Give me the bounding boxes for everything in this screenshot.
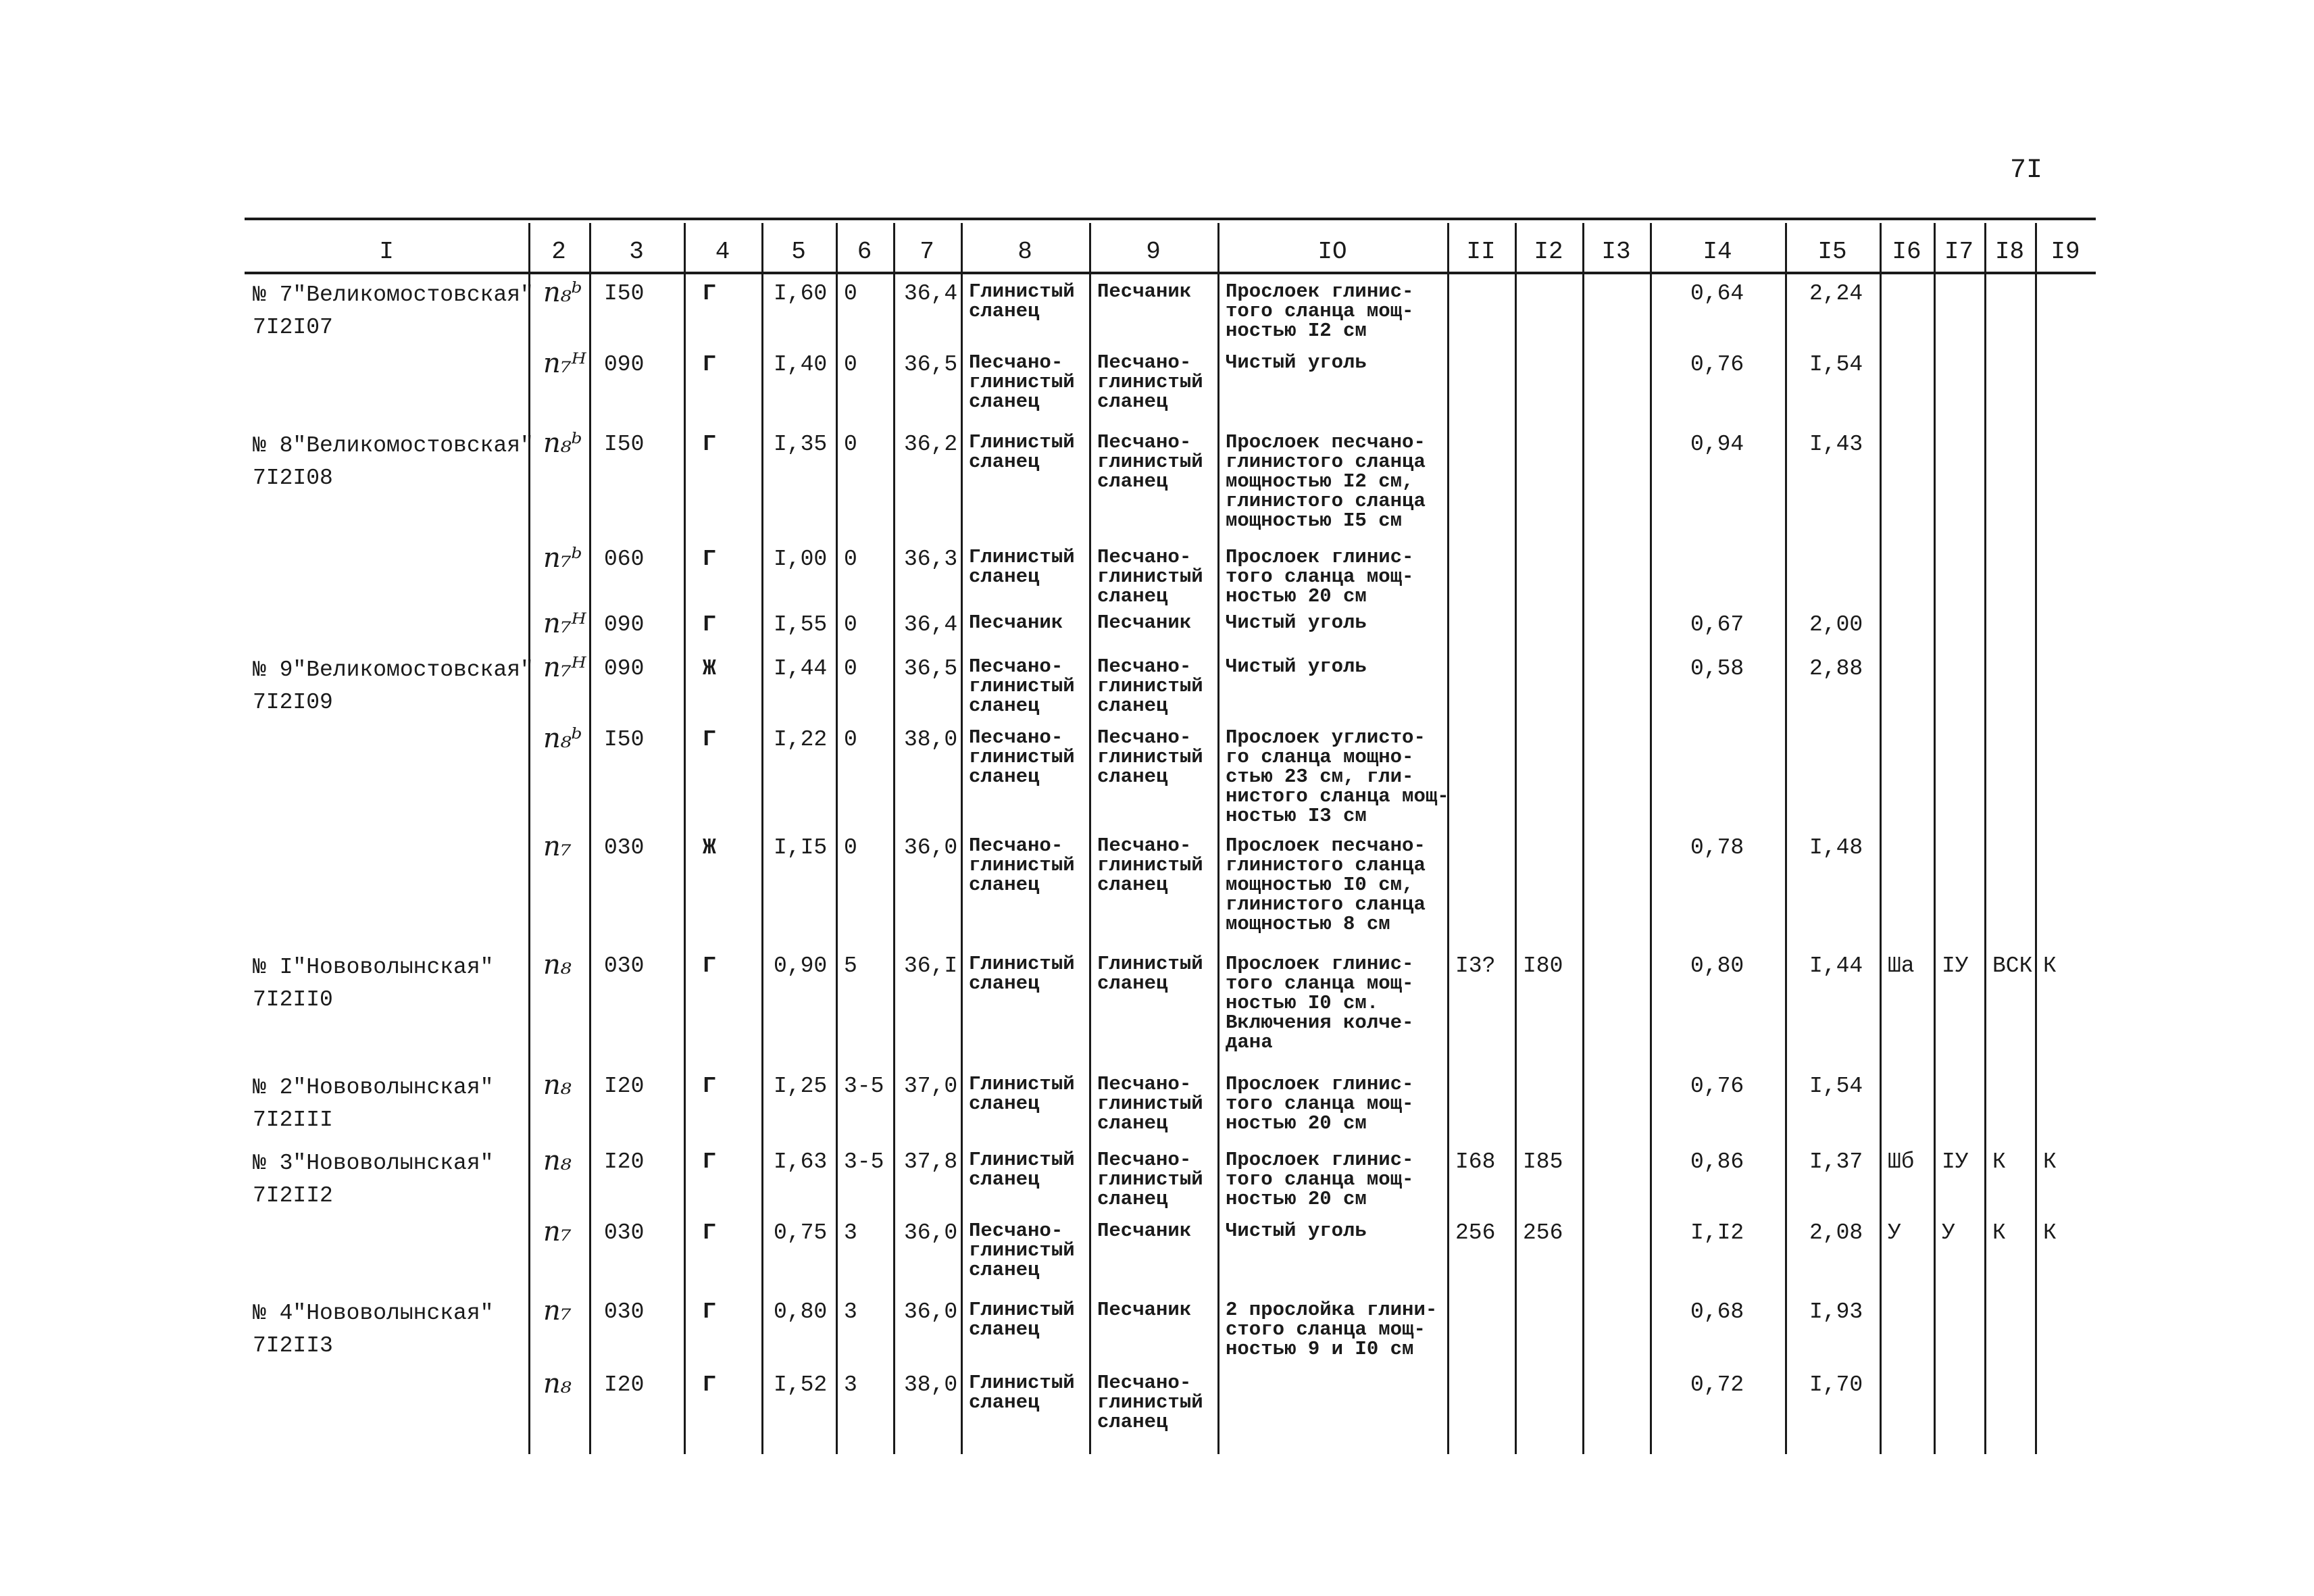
table-cell: I68 xyxy=(1455,1149,1496,1174)
table-cell: 36,2 xyxy=(904,432,958,457)
table-cell: К xyxy=(1992,1149,2006,1174)
table-cell: № 7"Великомостовская" 7I2I07 xyxy=(253,282,534,340)
table-cell: Глинистый сланец xyxy=(1097,953,1203,995)
column-header: I3 xyxy=(1601,238,1631,266)
table-cell: 38,0 xyxy=(904,1372,958,1397)
table-cell: Прослоек углисто- го сланца мощно- стью 23 см, гли- нистого сланца мощ- ностью I3 см xyxy=(1226,726,1449,827)
table-cell: 37,8 xyxy=(904,1149,958,1174)
table-cell: 0,80 xyxy=(1690,953,1744,978)
table-cell: № 9"Великомостовская" 7I2I09 xyxy=(253,657,534,715)
table-cell: 3-5 xyxy=(844,1074,884,1099)
column-header: I7 xyxy=(1944,238,1974,266)
column-header: 5 xyxy=(791,238,806,266)
column-rule xyxy=(961,223,963,1454)
table-cell: Песчано- глинистый сланец xyxy=(1097,655,1203,717)
table-cell: Песчаник xyxy=(1097,1220,1192,1242)
column-rule xyxy=(2035,223,2037,1454)
table-cell: n₈ xyxy=(543,1368,572,1399)
table-cell: 0,80 xyxy=(774,1299,828,1324)
table-cell: 060 xyxy=(604,547,645,572)
table-cell: 090 xyxy=(604,352,645,377)
table-cell: 36,0 xyxy=(904,1220,958,1245)
table-cell: Ша xyxy=(1888,953,1915,978)
table-cell: 36,3 xyxy=(904,547,958,572)
table-cell: 0 xyxy=(844,612,857,637)
column-header: I4 xyxy=(1703,238,1732,266)
table-cell: I,52 xyxy=(774,1372,828,1397)
table-cell: № I"Нововолынская" 7I2II0 xyxy=(253,955,494,1012)
column-rule xyxy=(1447,223,1449,1454)
table-cell: Г xyxy=(703,432,716,457)
table-cell: I80 xyxy=(1523,953,1563,978)
column-header: 7 xyxy=(920,238,934,266)
table-cell: I,35 xyxy=(774,432,828,457)
table-cell: Песчано- глинистый сланец xyxy=(969,655,1075,717)
table-cell: 2,88 xyxy=(1809,656,1863,681)
table-cell: Ж xyxy=(703,656,716,681)
table-cell: I50 xyxy=(604,281,645,306)
table-cell: Чистый уголь xyxy=(1226,612,1367,634)
table-cell: Г xyxy=(703,612,716,637)
table-cell: I,00 xyxy=(774,547,828,572)
column-header: I8 xyxy=(1994,238,2025,266)
table-cell: I,48 xyxy=(1809,835,1863,860)
table-cell: 36,I xyxy=(904,953,958,978)
column-rule xyxy=(761,223,763,1454)
table-cell: 0,68 xyxy=(1690,1299,1744,1324)
table-cell: 030 xyxy=(604,835,645,860)
table-cell: Прослоек глинис- того сланца мощ- ностью 20 см xyxy=(1226,1149,1414,1210)
table-cell: n₈ xyxy=(543,949,572,980)
column-header: I6 xyxy=(1892,238,1921,266)
table-cell: I,43 xyxy=(1809,432,1863,457)
column-rule xyxy=(836,223,838,1454)
table-cell: № 8"Великомостовская" 7I2I08 xyxy=(253,433,534,491)
column-rule xyxy=(528,223,530,1454)
table-cell: 0 xyxy=(844,727,857,752)
column-header: I5 xyxy=(1817,238,1847,266)
table-cell: I85 xyxy=(1523,1149,1563,1174)
column-rule xyxy=(1880,223,1882,1454)
table-cell: Г xyxy=(703,1149,716,1174)
table-cell: Г xyxy=(703,1074,716,1099)
table-cell: 38,0 xyxy=(904,727,958,752)
table-cell: I,63 xyxy=(774,1149,828,1174)
table-cell: 36,4 xyxy=(904,281,958,306)
table-cell: Чистый уголь xyxy=(1226,655,1367,678)
table-cell: К xyxy=(2043,1220,2057,1245)
table-cell: 0,58 xyxy=(1690,656,1744,681)
table-cell: I20 xyxy=(604,1074,645,1099)
table-cell: Прослоек глинис- того сланца мощ- ностью I2 см xyxy=(1226,280,1414,342)
table-cell: I20 xyxy=(604,1372,645,1397)
column-rule xyxy=(1515,223,1517,1454)
header-top-rule xyxy=(245,218,2096,220)
table-cell: Глинистый сланец xyxy=(969,1372,1075,1414)
table-cell: Прослоек глинис- того сланца мощ- ностью 20 см xyxy=(1226,1073,1414,1134)
table-cell: 0,76 xyxy=(1690,352,1744,377)
table-cell: У xyxy=(1942,1220,1955,1245)
header-bottom-rule xyxy=(245,272,2096,274)
table-cell: 0,76 xyxy=(1690,1074,1744,1099)
table-cell: Шб xyxy=(1888,1149,1915,1174)
table-cell: n₇ᴴ xyxy=(543,348,586,379)
table-cell: № 2"Нововолынская" 7I2III xyxy=(253,1075,494,1132)
table-cell: Глинистый сланец xyxy=(969,280,1075,322)
table-cell: ВСК xyxy=(1992,953,2033,978)
column-rule xyxy=(1089,223,1091,1454)
table-cell: Глинистый сланец xyxy=(969,1299,1075,1341)
column-rule xyxy=(1984,223,1986,1454)
table-cell: 256 xyxy=(1523,1220,1563,1245)
table-cell: № 3"Нововолынская" 7I2II2 xyxy=(253,1151,494,1208)
table-cell: Г xyxy=(703,1299,716,1324)
column-header: 9 xyxy=(1146,238,1161,266)
table-cell: n₈ xyxy=(543,1070,572,1101)
table-cell: Глинистый сланец xyxy=(969,953,1075,995)
table-cell: I,60 xyxy=(774,281,828,306)
table-cell: Песчано- глинистый сланец xyxy=(1097,726,1203,788)
table-cell: Песчано- глинистый сланец xyxy=(969,351,1075,413)
table-cell: 0,67 xyxy=(1690,612,1744,637)
table-cell: n₈ xyxy=(543,1145,572,1176)
table-cell: Глинистый сланец xyxy=(969,1073,1075,1115)
table-cell: 0,86 xyxy=(1690,1149,1744,1174)
table-cell: Песчано- глинистый сланец xyxy=(1097,1073,1203,1134)
table-cell: Песчано- глинистый сланец xyxy=(969,834,1075,896)
column-rule xyxy=(1650,223,1652,1454)
table-cell: n₈ᵇ xyxy=(543,428,582,459)
column-rule xyxy=(1934,223,1936,1454)
table-cell: К xyxy=(1992,1220,2006,1245)
table-cell: 3-5 xyxy=(844,1149,884,1174)
column-header: 8 xyxy=(1017,238,1032,266)
table-cell: n₈ᵇ xyxy=(543,723,582,754)
table-cell: IУ xyxy=(1942,1149,1969,1174)
table-cell: n₇ᵇ xyxy=(543,543,582,574)
table-cell: Песчано- глинистый сланец xyxy=(1097,834,1203,896)
table-cell: I,70 xyxy=(1809,1372,1863,1397)
table-cell: I,37 xyxy=(1809,1149,1863,1174)
table-cell: Песчаник xyxy=(1097,280,1192,303)
table-cell: Прослоек песчано- глинистого сланца мощностью I0 см, глинистого сланца мощностью 8 см xyxy=(1226,834,1426,935)
table-cell: 36,5 xyxy=(904,656,958,681)
table-cell: Песчано- глинистый сланец xyxy=(1097,351,1203,413)
table-cell: I,I2 xyxy=(1690,1220,1744,1245)
column-header: I xyxy=(379,238,394,266)
table-cell: 0,64 xyxy=(1690,281,1744,306)
column-header: 6 xyxy=(857,238,872,266)
table-cell: 2,00 xyxy=(1809,612,1863,637)
table-cell: Песчано- глинистый сланец xyxy=(1097,431,1203,493)
table-cell: 0 xyxy=(844,835,857,860)
table-cell: I3? xyxy=(1455,953,1496,978)
table-cell: 0,72 xyxy=(1690,1372,1744,1397)
table-cell: I,54 xyxy=(1809,1074,1863,1099)
table-cell: Г xyxy=(703,1220,716,1245)
column-header: IO xyxy=(1317,238,1347,266)
table-cell: 030 xyxy=(604,1299,645,1324)
table-cell: Г xyxy=(703,281,716,306)
table-cell: 0 xyxy=(844,656,857,681)
column-header: 2 xyxy=(551,238,566,266)
table-cell: К xyxy=(2043,1149,2057,1174)
table-cell: К xyxy=(2043,953,2057,978)
table-cell: 090 xyxy=(604,656,645,681)
table-cell: Чистый уголь xyxy=(1226,351,1367,374)
table-cell: Песчано- глинистый сланец xyxy=(1097,1149,1203,1210)
column-header: 4 xyxy=(715,238,730,266)
table-cell: Г xyxy=(703,547,716,572)
column-header: I9 xyxy=(2051,238,2080,266)
table-cell: I,I5 xyxy=(774,835,828,860)
table-cell: n₇ xyxy=(543,831,572,862)
table-cell: Песчано- глинистый сланец xyxy=(969,1220,1075,1281)
column-header: 3 xyxy=(629,238,644,266)
table-cell: 0 xyxy=(844,281,857,306)
table-cell: 3 xyxy=(844,1299,857,1324)
table-cell: Прослоек глинис- того сланца мощ- ностью 20 см xyxy=(1226,546,1414,607)
table-cell: Г xyxy=(703,953,716,978)
table-cell: I,40 xyxy=(774,352,828,377)
table-cell: n₇ xyxy=(543,1216,572,1247)
table-cell: Песчано- глинистый сланец xyxy=(1097,1372,1203,1433)
table-cell: 0,75 xyxy=(774,1220,828,1245)
table-cell: 36,5 xyxy=(904,352,958,377)
table-cell: 3 xyxy=(844,1372,857,1397)
table-cell: I,22 xyxy=(774,727,828,752)
table-cell: 030 xyxy=(604,1220,645,1245)
table-cell: 0 xyxy=(844,547,857,572)
table-cell: 0 xyxy=(844,432,857,457)
column-rule xyxy=(1785,223,1787,1454)
table-cell: Чистый уголь xyxy=(1226,1220,1367,1242)
column-rule xyxy=(589,223,591,1454)
table-cell: I,44 xyxy=(1809,953,1863,978)
table-cell: n₈ᵇ xyxy=(543,277,582,308)
table-cell: 36,0 xyxy=(904,1299,958,1324)
table-cell: 36,0 xyxy=(904,835,958,860)
column-rule xyxy=(1217,223,1219,1454)
column-rule xyxy=(684,223,686,1454)
table-cell: 3 xyxy=(844,1220,857,1245)
table-cell: 2,08 xyxy=(1809,1220,1863,1245)
table-cell: 256 xyxy=(1455,1220,1496,1245)
table-cell: I,44 xyxy=(774,656,828,681)
table-cell: Песчаник xyxy=(1097,1299,1192,1321)
column-rule xyxy=(893,223,895,1454)
table-cell: Г xyxy=(703,352,716,377)
table-cell: 0,90 xyxy=(774,953,828,978)
table-cell: IУ xyxy=(1942,953,1969,978)
table-cell: 0,78 xyxy=(1690,835,1744,860)
table-cell: I50 xyxy=(604,727,645,752)
table-cell: 5 xyxy=(844,953,857,978)
table-cell: 36,4 xyxy=(904,612,958,637)
column-rule xyxy=(1582,223,1584,1454)
table-cell: 0,94 xyxy=(1690,432,1744,457)
column-header: I2 xyxy=(1534,238,1563,266)
table-cell: n₇ xyxy=(543,1295,572,1326)
table-cell: I50 xyxy=(604,432,645,457)
table-cell: Глинистый сланец xyxy=(969,1149,1075,1191)
table-cell: Глинистый сланец xyxy=(969,431,1075,473)
table-cell: Прослоек песчано- глинистого сланца мощностью I2 см, глинистого сланца мощностью I5 см xyxy=(1226,431,1426,532)
table-cell: Г xyxy=(703,1372,716,1397)
table-cell: 0 xyxy=(844,352,857,377)
table-cell: Прослоек глинис- того сланца мощ- ностью I0 см. Включения колче- дана xyxy=(1226,953,1414,1053)
table-cell: 2 прослойка глини- стого сланца мощ- ностью 9 и I0 см xyxy=(1226,1299,1438,1360)
table-cell: У xyxy=(1888,1220,1901,1245)
table-cell: n₇ᴴ xyxy=(543,652,586,683)
table-cell: I,25 xyxy=(774,1074,828,1099)
data-table xyxy=(245,218,2096,1454)
table-cell: 090 xyxy=(604,612,645,637)
column-header: II xyxy=(1466,238,1496,266)
table-cell: Песчаник xyxy=(1097,612,1192,634)
table-cell: I,55 xyxy=(774,612,828,637)
table-cell: 2,24 xyxy=(1809,281,1863,306)
table-cell: I,93 xyxy=(1809,1299,1863,1324)
table-cell: Ж xyxy=(703,835,716,860)
table-cell: 030 xyxy=(604,953,645,978)
table-cell: Г xyxy=(703,727,716,752)
table-cell: I20 xyxy=(604,1149,645,1174)
table-cell: Песчано- глинистый сланец xyxy=(1097,546,1203,607)
table-cell: n₇ᴴ xyxy=(543,608,586,639)
table-cell: № 4"Нововолынская" 7I2II3 xyxy=(253,1301,494,1358)
table-cell: I,54 xyxy=(1809,352,1863,377)
table-cell: 37,0 xyxy=(904,1074,958,1099)
table-cell: Песчано- глинистый сланец xyxy=(969,726,1075,788)
page-number: 7I xyxy=(2010,155,2043,186)
table-cell: Глинистый сланец xyxy=(969,546,1075,588)
table-cell: Песчаник xyxy=(969,612,1063,634)
